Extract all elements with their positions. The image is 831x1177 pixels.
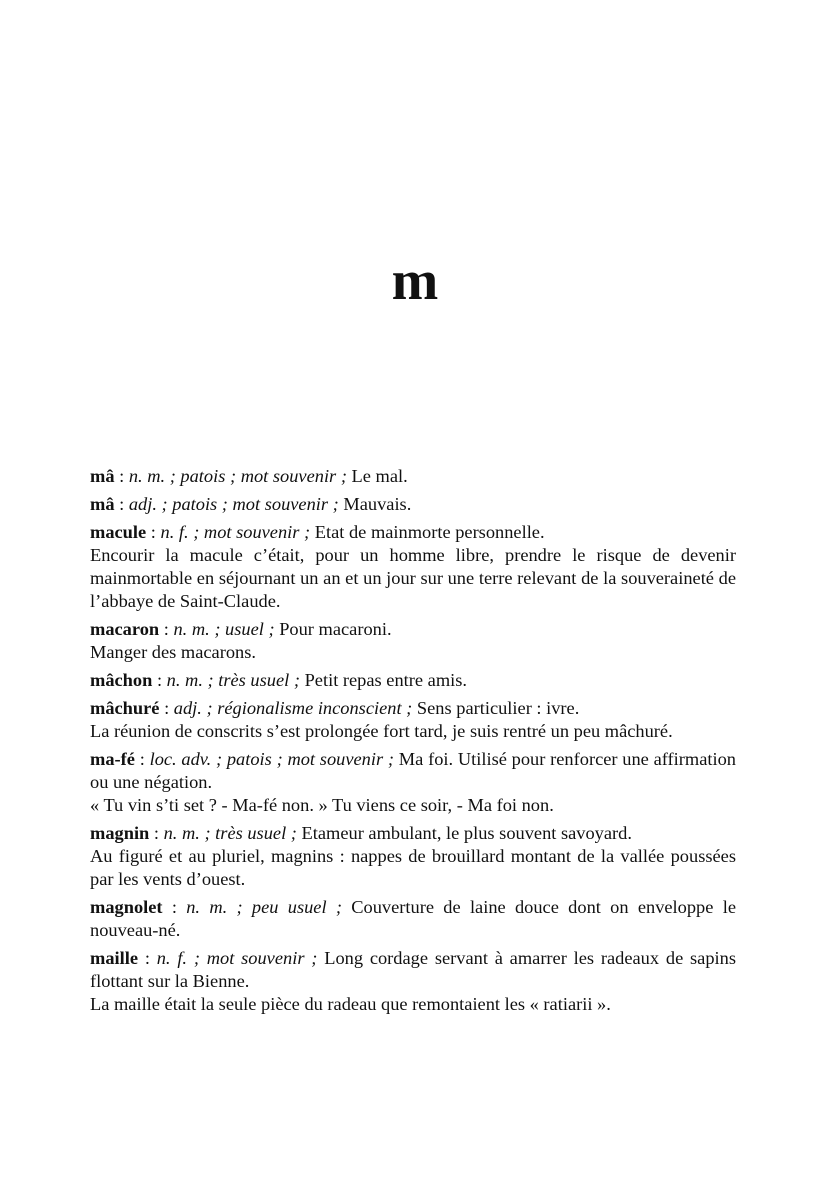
separator: : [114,494,129,514]
dictionary-entry [90,822,736,891]
headword: mâchon [90,670,153,690]
usage-example: La maille était la seule pièce du radeau que remontaient les « ratiarii ». [90,994,611,1014]
dictionary-entry [90,493,736,516]
usage-example: « Tu vin s’ti set ? - Ma-fé non. » Tu viens ce soir, - Ma foi non. [90,795,554,815]
definition: Le mal. [346,466,408,486]
dictionary-entry [90,521,736,613]
grammar-note: loc. adv. ; patois ; mot souvenir ; [149,749,395,769]
headword: macule [90,522,147,542]
separator: : [138,948,157,968]
usage-example: Au figuré et au pluriel, magnins : nappes de brouillard montant de la vallée poussées par les vents d’ouest. [90,846,736,889]
headword: magnin [90,823,150,843]
headword: magnolet [90,897,163,917]
headword: maille [90,948,139,968]
dictionary-entries [90,465,736,1021]
definition: Ma foi. Utilisé pour renforcer une affirmation ou une négation. [90,749,736,792]
definition: Mauvais. [338,494,412,514]
definition: Pour macaroni. [274,619,392,639]
grammar-note: n. m. ; peu usuel ; [186,897,342,917]
headword: mâchuré [90,698,160,718]
separator: : [159,698,174,718]
dictionary-entry [90,669,736,692]
headword: ma-fé [90,749,135,769]
separator: : [146,522,161,542]
usage-example: La réunion de conscrits s’est prolongée fort tard, je suis rentré un peu mâchuré. [90,721,673,741]
grammar-note: n. m. ; usuel ; [173,619,275,639]
dictionary-entry [90,618,736,664]
headword: mâ [90,466,115,486]
dictionary-entry [90,697,736,743]
definition: Sens particulier : ivre. [412,698,580,718]
separator: : [149,823,164,843]
definition: Couverture de laine douce dont on enveloppe le nouveau-né. [90,897,736,940]
separator: : [134,749,150,769]
chapter-letter-heading: m [391,250,440,312]
usage-example: Manger des macarons. [90,642,256,662]
separator: : [114,466,129,486]
definition: Long cordage servant à amarrer les radeaux de sapins flottant sur la Bienne. [90,948,737,991]
dictionary-entry [90,465,736,488]
grammar-note: adj. ; régionalisme inconscient ; [173,698,413,718]
grammar-note: n. m. ; très usuel ; [163,823,297,843]
usage-example: Encourir la macule c’était, pour un homme libre, prendre le risque de devenir mainmortable en séjournant un an et un jour sur une terre relevant de la souveraineté de l’abbaye de Saint-Claude. [90,545,736,611]
dictionary-entry [90,947,736,1016]
separator: : [162,897,187,917]
grammar-note: adj. ; patois ; mot souvenir ; [128,494,339,514]
separator: : [152,670,167,690]
definition: Petit repas entre amis. [299,670,467,690]
grammar-note: n. m. ; patois ; mot souvenir ; [128,466,347,486]
grammar-note: n. f. ; mot souvenir ; [156,948,318,968]
headword: mâ [90,494,115,514]
separator: : [159,619,174,639]
dictionary-entry [90,748,736,817]
definition: Etameur ambulant, le plus souvent savoyard. [296,823,632,843]
grammar-note: n. f. ; mot souvenir ; [160,522,311,542]
dictionary-entry [90,896,736,942]
definition: Etat de mainmorte personnelle. [310,522,545,542]
grammar-note: n. m. ; très usuel ; [166,670,300,690]
headword: macaron [90,619,160,639]
